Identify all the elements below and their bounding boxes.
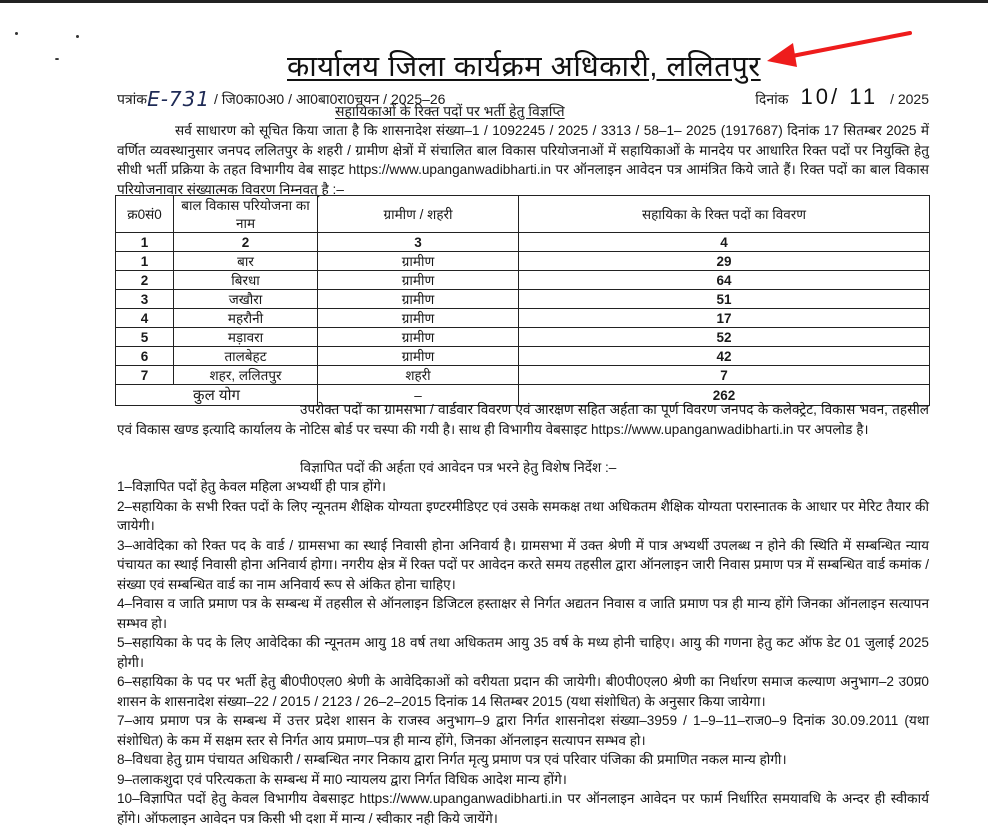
table-header-row — [116, 196, 930, 233]
table-row — [116, 271, 930, 290]
cell-vacancies: 29 — [519, 252, 930, 271]
header-project: बाल विकास परियोजना का नाम — [174, 196, 318, 233]
letter-date — [755, 84, 929, 110]
cell-vacancies: 17 — [519, 309, 930, 328]
cell-vacancies: 64 — [519, 271, 930, 290]
instruction-item: 6–सहायिका के पद पर भर्ती हेतु बी0पी0एल0 श्रेणी के आवेदिकाओं को वरीयता प्रदान की जायेगी। बी0पी0एल0 श्रेणी का निर्धारण समाज कल्याण अनुभाग–2 उ0प्र0 शासन के शासनादेश संख्या–22 / 2015 / 2123 / 26–2–2015 दिनांक 14 सितम्बर 2015 (यथा संशोधित) के अनुसार किया जायेगा। — [117, 674, 929, 709]
table-row — [116, 347, 930, 366]
instruction-item: 4–निवास व जाति प्रमाण पत्र के सम्बन्ध में तहसील से ऑनलाइन डिजिटल हस्ताक्षर से निर्गत अद्यतन निवास व जाति प्रमाण पत्र ही मान्य होंगे जिनका ऑनलाइन सत्यापन सम्भव हो। — [117, 596, 929, 631]
instructions-title: विज्ञापित पदों की अर्हता एवं आवेदन पत्र भरने हेतु विशेष निर्देश :– — [300, 460, 617, 475]
instructions-list — [117, 477, 929, 828]
date-year: / 2025 — [890, 91, 929, 107]
cell-vacancies: 42 — [519, 347, 930, 366]
handwritten-letter-number: E-731 — [147, 87, 211, 111]
instruction-item: 7–आय प्रमाण पत्र के सम्बन्ध में उत्तर प्रदेश शासन के राजस्व अनुभाग–9 द्वारा निर्गत शासनोदश संख्या–3959 / 1–9–11–राज0–9 दिनांक 30.09.2011 (यथा संशोधित) के कम में सक्षम स्तर से निर्गत आय प्रमाण–पत्र ही मान्य होंगे, जिनका ऑनलाइन सत्यापन सम्भव हो। — [117, 713, 929, 748]
scan-speck — [76, 35, 79, 38]
header-area: ग्रामीण / शहरी — [318, 196, 519, 233]
total-label: कुल योग — [116, 385, 318, 406]
scan-speck — [55, 58, 59, 60]
cell-area: ग्रामीण — [318, 290, 519, 309]
cell-project: महरौनी — [174, 309, 318, 328]
intro-paragraph: सर्व साधारण को सूचित किया जाता है कि शासनादेश संख्या–1 / 1092245 / 2025 / 3313 / 58–1– 2025 (1917687) दिनांक 17 सितम्बर 2025 में वर्णित व्यवस्थानुसार जनपद ललितपुर के शहरी / ग्रामीण क्षेत्रों में संचालित बाल विकास परियोजनाओं में सहायिकाओं के मानदेय पर आधारित रिक्त पदों पर नियुक्ति हेतु सीधी भर्ती प्रक्रिया के तहत विभागीय वेब साइट https://www.upanganwadibharti.in पर ऑनलाइन आवेदन पत्र आमंत्रित किये जाते हैं। रिक्त पदों का बाल विकास परियोजनावार संख्यात्मक विवरण निम्नवत् है :– — [117, 123, 929, 197]
colnum: 3 — [318, 233, 519, 252]
cell-project: शहर, ललितपुर — [174, 366, 318, 385]
date-label: दिनांक — [755, 91, 789, 107]
letter-code: / जि0का0अ0 / आ0बा0रा0चयन / 2025–26 — [213, 91, 446, 107]
red-arrow-annotation-icon — [765, 30, 915, 70]
table-row — [116, 309, 930, 328]
cell-sno: 2 — [116, 271, 174, 290]
cell-area: शहरी — [318, 366, 519, 385]
colnum: 1 — [116, 233, 174, 252]
viewer-top-border — [0, 0, 988, 3]
table-row — [116, 366, 930, 385]
instruction-item: 5–सहायिका के पद के लिए आवेदिका की न्यूनतम आयु 18 वर्ष तथा अधिकतम आयु 35 वर्ष के मध्य होनी चाहिए। आयु की गणना हेतु कट ऑफ डेट 01 जुलाई 2025 होगी। — [117, 635, 929, 670]
cell-vacancies: 7 — [519, 366, 930, 385]
scan-speck — [15, 32, 18, 35]
instruction-item: 3–आवेदिका को रिक्त पद के वार्ड / ग्रामसभा का स्थाई निवासी होना अनिवार्य है। ग्रामसभा में उक्त श्रेणी में पात्र अभ्यर्थी उपलब्ध न होने की स्थिति में सम्बन्धित न्याय पंचायत का स्थाई निवासी होना अनिवार्य होगा। नगरीय क्षेत्र में रिक्त पदों पर आवेदन करते समय तहसील द्वारा ऑनलाइन जारी निवास प्रमाण पत्र में सम्बन्धित वार्ड कमांक / संख्या एवं सम्बन्धित वार्ड का नाम अनिवार्य रूप से अंकित होना चाहिए। — [117, 537, 929, 592]
instruction-item: 2–सहायिका के सभी रिक्त पदों के लिए न्यूनतम शैक्षिक योग्यता इण्टरमीडिएट एवं उसके समकक्ष तथा अधिकतम शैक्षिक योग्यता परास्नातक के आधार पर मेरिट तैयार की जायेगी। — [117, 498, 929, 533]
cell-vacancies: 51 — [519, 290, 930, 309]
cell-project: बार — [174, 252, 318, 271]
cell-vacancies: 52 — [519, 328, 930, 347]
cell-project: तालबेहट — [174, 347, 318, 366]
header-vacancies: सहायिका के रिक्त पदों का विवरण — [519, 196, 930, 233]
cell-area: ग्रामीण — [318, 347, 519, 366]
colnum: 4 — [519, 233, 930, 252]
office-heading: कार्यालय जिला कार्यक्रम अधिकारी, ललितपुर — [287, 51, 761, 83]
colnum: 2 — [174, 233, 318, 252]
total-vacancies: 262 — [519, 385, 930, 406]
cell-project: बिरधा — [174, 271, 318, 290]
total-area: – — [318, 385, 519, 406]
column-number-row — [116, 233, 930, 252]
instruction-item: 10–विज्ञापित पदों हेतु केवल विभागीय वेबसाइट https://www.upanganwadibharti.in पर ऑनलाइन आवेदन पर फार्म निर्धारित समयावधि के अन्दर ही स्वीकार्य होंगे। ऑफलाइन आवेदन पत्र किसी भी दशा में मान्य / स्वीकार नही किये जायेंगे। — [117, 791, 929, 826]
cell-project: जखौरा — [174, 290, 318, 309]
cell-project: मड़ावरा — [174, 328, 318, 347]
subject-line: सहायिकाओं के रिक्त पदों पर भर्ती हेतु विज्ञप्ति — [335, 103, 565, 119]
vacancy-table — [115, 195, 930, 406]
cell-area: ग्रामीण — [318, 328, 519, 347]
handwritten-date: 10/ 11 — [800, 84, 879, 109]
cell-area: ग्रामीण — [318, 252, 519, 271]
notice-paragraph: उपरोक्त पदों का ग्रामसभा / वार्डवार विवरण एवं आरक्षण सहित अर्हता का पूर्ण विवरण जनपद के कलेक्ट्रेट, विकास भवन, तहसील एवं विकास खण्ड इत्यादि कार्यालय के नोटिस बोर्ड पर चस्पा की गयी है। साथ ही विभागीय वेबसाइट https://www.upanganwadibharti.in पर अपलोड है। — [117, 402, 929, 437]
cell-area: ग्रामीण — [318, 309, 519, 328]
cell-sno: 3 — [116, 290, 174, 309]
instruction-item: 1–विज्ञापित पदों हेतु केवल महिला अभ्यर्थी ही पात्र होंगे। — [117, 479, 387, 494]
cell-sno: 7 — [116, 366, 174, 385]
instruction-item: 8–विधवा हेतु ग्राम पंचायत अधिकारी / सम्बन्धित नगर निकाय द्वारा निर्गत मृत्यु प्रमाण पत्र एवं परिवार पंजिका की प्रमाणित नकल मान्य होगी। — [117, 752, 787, 767]
table-row — [116, 290, 930, 309]
cell-area: ग्रामीण — [318, 271, 519, 290]
header-sno: क्र0सं0 — [116, 196, 174, 233]
cell-sno: 6 — [116, 347, 174, 366]
cell-sno: 5 — [116, 328, 174, 347]
table-row — [116, 252, 930, 271]
cell-sno: 1 — [116, 252, 174, 271]
letter-number-label: पत्रांक — [117, 91, 148, 107]
cell-sno: 4 — [116, 309, 174, 328]
instruction-item: 9–तलाकशुदा एवं परित्यकता के सम्बन्ध में मा0 न्यायलय द्वारा निर्गत विधिक आदेश मान्य होंगे। — [117, 771, 567, 787]
table-row — [116, 328, 930, 347]
